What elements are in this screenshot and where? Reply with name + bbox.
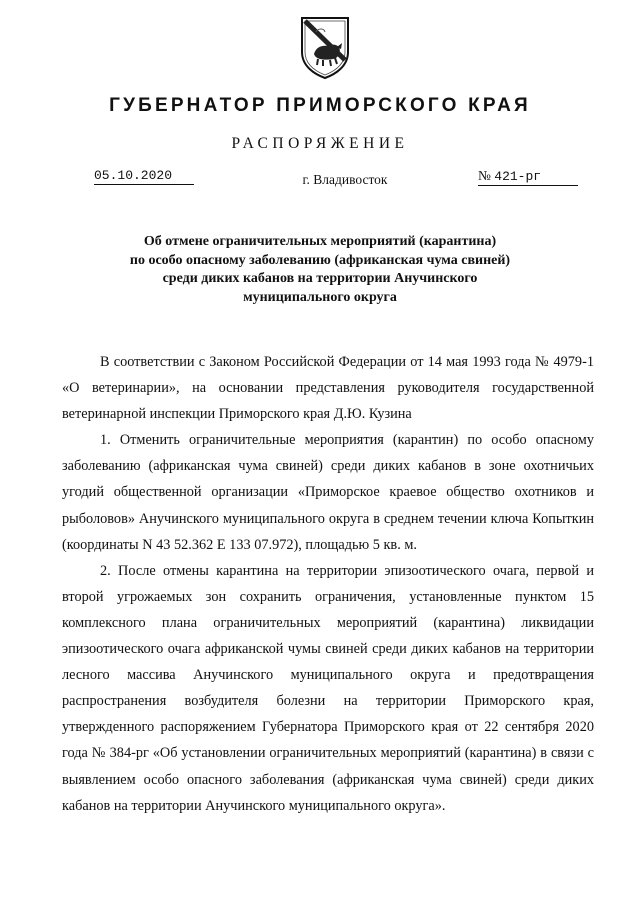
subject-line: Об отмене ограничительных мероприятий (карантина) (143, 234, 497, 249)
subject-line: по особо опасному заболеванию (африканская чума свиней) (129, 252, 511, 268)
number-sign: № (478, 168, 491, 183)
preamble-paragraph: В соответствии с Законом Российской Федерации от 14 мая 1993 года № 4979-1 «О ветеринарии», на основании представления руководителя государственной ветеринарной инспекции Приморского края Д.Ю. Кузина (62, 354, 594, 423)
document-type: РАСПОРЯЖЕНИЕ (231, 135, 409, 152)
clause-1-paragraph: 1. Отменить ограничительные мероприятия (карантин) по особо опасному заболеванию (африканская чума свиней) среди диких кабанов в зоне охотничьих угодий общественной организации «Приморское краевое общество охотников и рыболовов» Анучинского муниципального округа в среднем течении ключа Копыткин (координаты N 43 52.362 E 133 07.972), площадью 5 кв. м. (62, 432, 594, 553)
document-date: 05.10.2020 (94, 168, 194, 185)
clause-2-paragraph: 2. После отмены карантина на территории эпизоотического очага, первой и второй угрожаемых зон сохранить ограничения, установленные пунктом 15 комплексного плана ограничительных мероприятий (карантина) ликвидации эпизоотического очага африканской чумы свиней среди диких кабанов на территории лесного массива Анучинского муниципального округа и предотвращения распространения возбудителя болезни на территории Приморского края, утвержденного распоряжением Губернатора Приморского края от 22 сентября 2020 года № 384-рг «Об установлении ограничительных мероприятий (карантина) в связи с выявлением особо опасного заболевания (африканская чума свиней) среди диких кабанов на территории Анучинского муниципального округа». (62, 562, 594, 814)
primorsky-coat-of-arms-icon (298, 14, 352, 80)
subject-line: муниципального округа (243, 289, 397, 305)
document-number: 421-рг (494, 169, 542, 184)
subject-line: среди диких кабанов на территории Анучинского (162, 271, 478, 286)
document-number-field (478, 168, 578, 186)
document-subject (120, 233, 520, 307)
org-title: ГУБЕРНАТОР ПРИМОРСКОГО КРАЯ (109, 95, 531, 116)
document-body (62, 349, 594, 819)
document-city: г. Владивосток (302, 172, 388, 187)
